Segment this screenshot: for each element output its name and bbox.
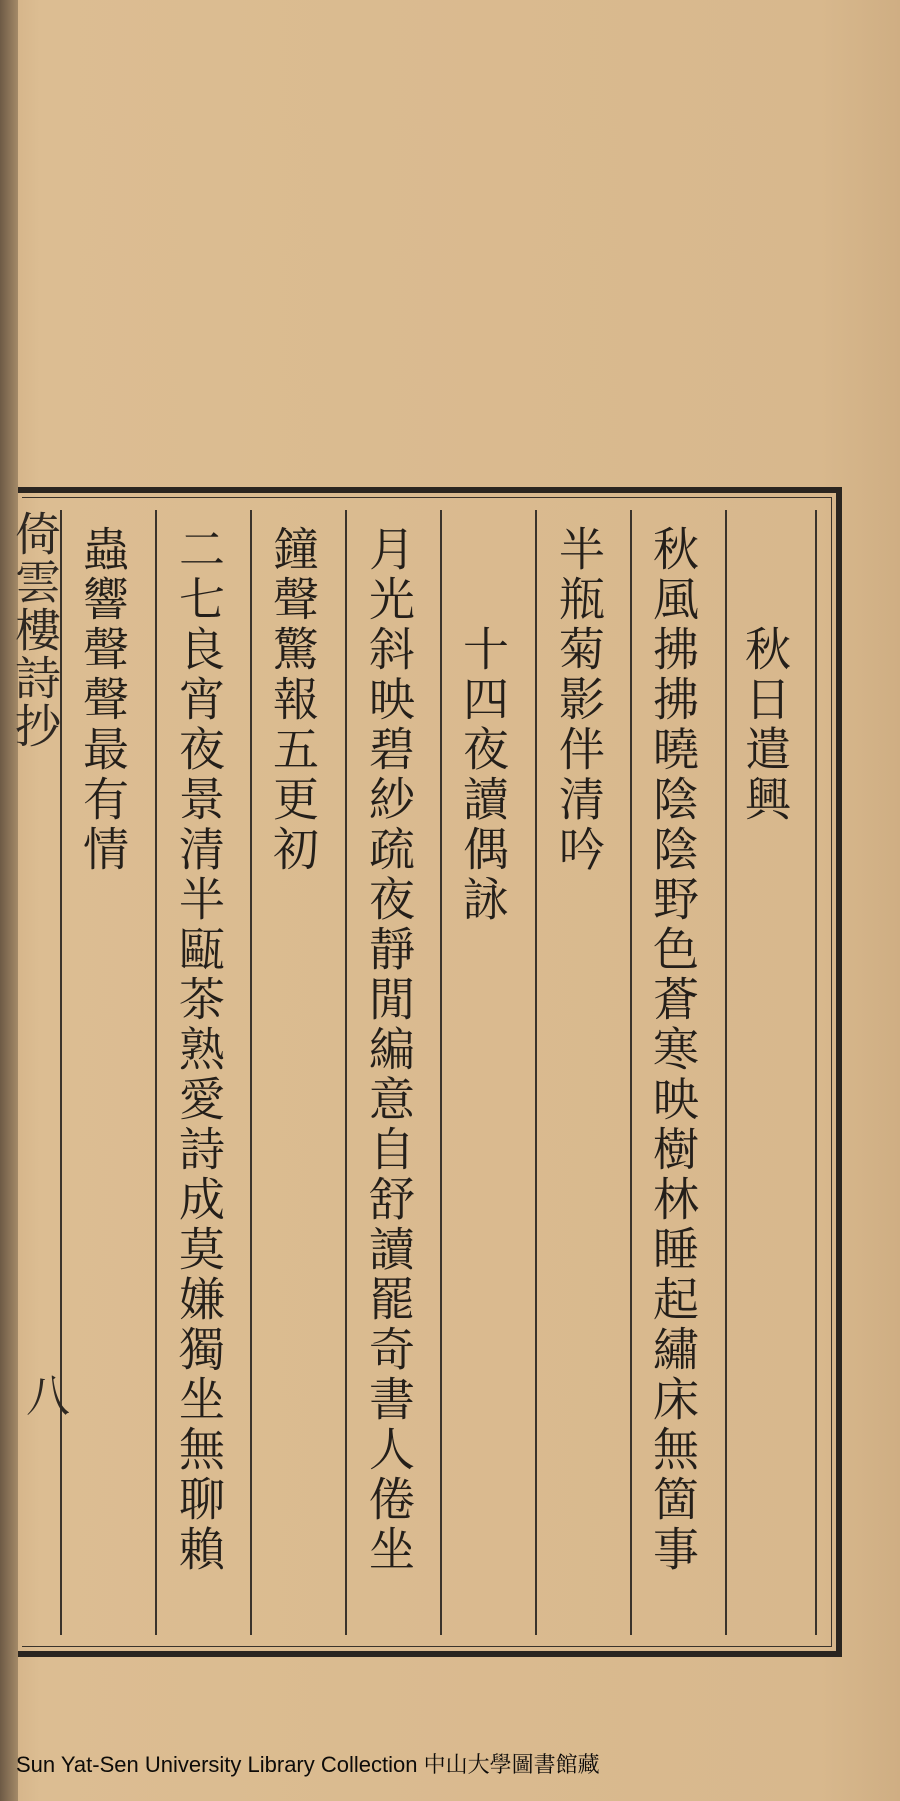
text-frame (18, 487, 842, 1657)
column-divider (815, 510, 817, 1635)
poem-title: 秋日遣興 (738, 625, 792, 825)
poem-title: 十四夜讀偶詠 (456, 625, 510, 925)
column-divider (535, 510, 537, 1635)
column-divider (345, 510, 347, 1635)
column-divider (725, 510, 727, 1635)
text-column: 鐘聲驚報五更初 (266, 525, 320, 875)
text-column: 二七良宵夜景清半甌茶熟愛詩成莫嫌獨坐無聊賴 (172, 525, 226, 1575)
text-frame-inner-border (22, 497, 832, 1647)
library-watermark: Sun Yat-Sen University Library Collection 中山大學圖書館藏 (16, 1752, 600, 1777)
text-column: 秋風拂拂曉陰陰野色蒼寒映樹林睡起繡床無箇事 (646, 525, 700, 1575)
text-column: 蟲響聲聲最有情 (76, 525, 130, 875)
text-column: 半瓶菊影伴清吟 (552, 525, 606, 875)
column-divider (630, 510, 632, 1635)
column-divider (155, 510, 157, 1635)
column-divider (250, 510, 252, 1635)
page-number: 八 (26, 1371, 70, 1422)
text-column: 月光斜映碧紗疏夜靜閒編意自舒讀罷奇書人倦坐 (362, 525, 416, 1575)
column-divider (440, 510, 442, 1635)
book-spine (0, 0, 18, 1801)
book-title-label: 倚雲樓詩抄 (8, 510, 62, 750)
